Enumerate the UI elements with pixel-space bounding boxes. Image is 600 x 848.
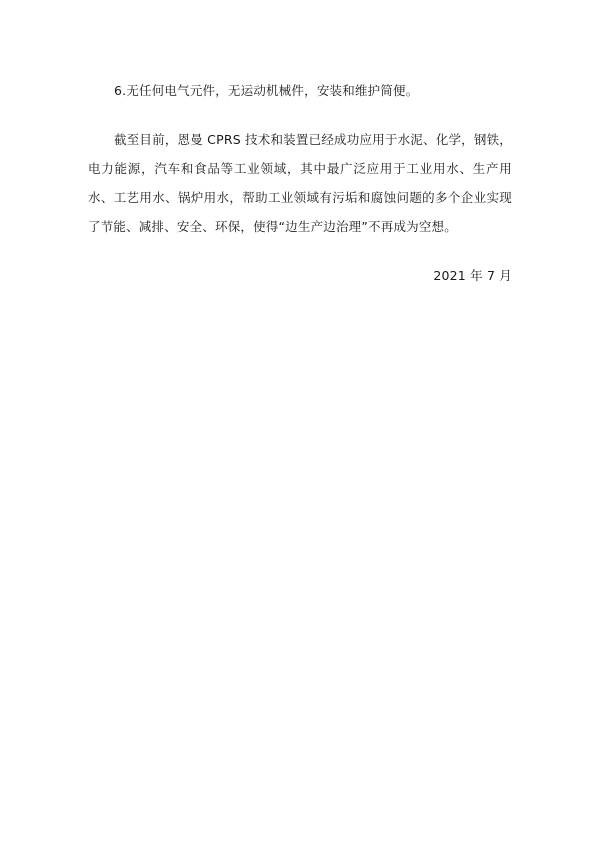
document-body — [88, 76, 512, 290]
document-date: 2021 年 7 月 — [433, 268, 512, 283]
paragraph-feature-6: 6.无任何电气元件，无运动机械件，安装和维护简便。 — [114, 83, 419, 98]
paragraph-application-summary: 截至目前，恩曼 CPRS 技术和装置已经成功应用于水泥、化学，钢铁，电力能源，汽车和食品等工业领域，其中最广泛应用于工业用水、生产用水、工艺用水、锅炉用水，帮助工业领域有污垢和腐蚀问题的多个企业实现了节能、减排、安全、环保，使得“边生产边治理”不再成为空想。 — [88, 132, 512, 234]
